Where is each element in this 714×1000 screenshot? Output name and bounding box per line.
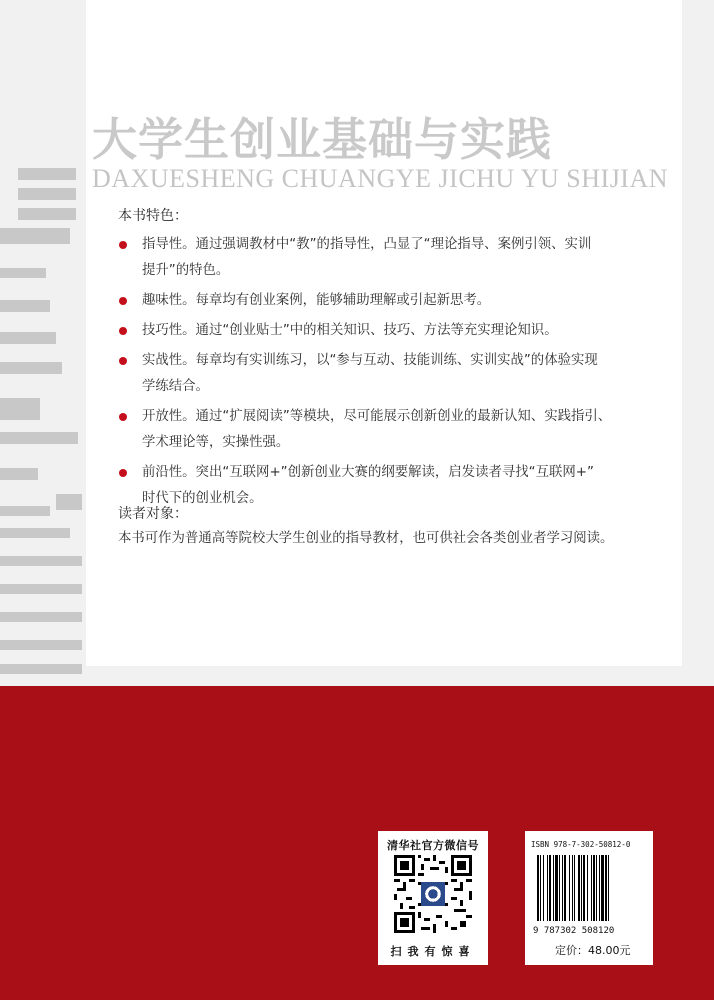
feature-item (118, 404, 638, 456)
feature-text: 技巧性。通过“创业贴士”中的相关知识、技巧、方法等充实理论知识。 (142, 323, 558, 338)
qr-card (378, 831, 488, 965)
barcode-bar (593, 855, 595, 921)
barcode-bar (559, 855, 560, 921)
barcode-bar (547, 855, 548, 921)
price-text: 定价：48.00元 (555, 944, 631, 957)
features-list (118, 232, 638, 516)
feature-item (118, 232, 638, 284)
feature-text: 指导性。通过强调教材中“教”的指导性，凸显了“理论指导、案例引领、实训 (142, 237, 592, 252)
feature-text-cont: 提升”的特色。 (142, 263, 230, 278)
barcode-bar (562, 855, 563, 921)
feature-text: 开放性。通过“扩展阅读”等模块，尽可能展示创新创业的最新认知、实践指引、 (142, 409, 612, 424)
barcode-bar (569, 855, 570, 921)
audience-text: 本书可作为普通高等院校大学生创业的指导教材，也可供社会各类创业者学习阅读。 (118, 531, 614, 546)
barcode-bar (601, 855, 604, 921)
title-chinese: 大学生创业基础与实践 (92, 113, 553, 166)
barcode-bar (578, 855, 580, 921)
feature-text: 实战性。每章均有实训练习，以“参与互动、技能训练、实训实战”的体验实现 (142, 353, 598, 368)
barcode-bar (540, 855, 541, 921)
isbn-text: ISBN 978-7-302-50812-0 (531, 840, 631, 849)
barcode-bar (583, 855, 585, 921)
bullet-icon (119, 297, 127, 305)
barcode-bar (549, 855, 551, 921)
qr-caption: 扫我有惊喜 (390, 945, 476, 958)
title-pinyin: DAXUESHENG CHUANGYE JICHU YU SHIJIAN (92, 164, 669, 193)
feature-text-cont: 学术理论等，实操性强。 (142, 435, 290, 450)
qr-code-icon (394, 855, 472, 933)
feature-item (118, 318, 638, 344)
barcode-bar (555, 855, 558, 921)
barcode-bar (553, 855, 554, 921)
barcode-card (525, 831, 653, 965)
bullet-icon (119, 327, 127, 335)
feature-text: 趣味性。每章均有创业案例，能够辅助理解或引起新思考。 (142, 293, 491, 308)
barcode-bar (574, 855, 575, 921)
barcode-bar (599, 855, 600, 921)
feature-item (118, 348, 638, 400)
bullet-icon (119, 469, 127, 477)
bullet-icon (119, 357, 127, 365)
barcode-bar (596, 855, 597, 921)
feature-item (118, 460, 638, 512)
barcode-bar (543, 855, 544, 921)
barcode-bar (564, 855, 566, 921)
qr-title: 清华社官方微信号 (387, 839, 479, 852)
feature-text: 前沿性。突出“互联网+”创新创业大赛的纲要解读，启发读者寻找“互联网+” (142, 465, 594, 480)
bullet-icon (119, 413, 127, 421)
feature-item (118, 288, 638, 314)
barcode-icon (533, 855, 647, 935)
features-heading: 本书特色： (118, 208, 188, 224)
barcode-digits: 9 787302 508120 (533, 926, 615, 935)
feature-text-cont: 学练结合。 (142, 379, 209, 394)
barcode-bar (608, 855, 609, 921)
barcode-bar (587, 855, 588, 921)
barcode-bar (591, 855, 592, 921)
audience-heading: 读者对象： (118, 506, 188, 522)
barcode-bar (537, 855, 539, 921)
feature-text-cont: 时代下的创业机会。 (142, 491, 263, 506)
barcode-bar (572, 855, 573, 921)
barcode-bar (605, 855, 607, 921)
barcode-bar (581, 855, 582, 921)
bullet-icon (119, 241, 127, 249)
